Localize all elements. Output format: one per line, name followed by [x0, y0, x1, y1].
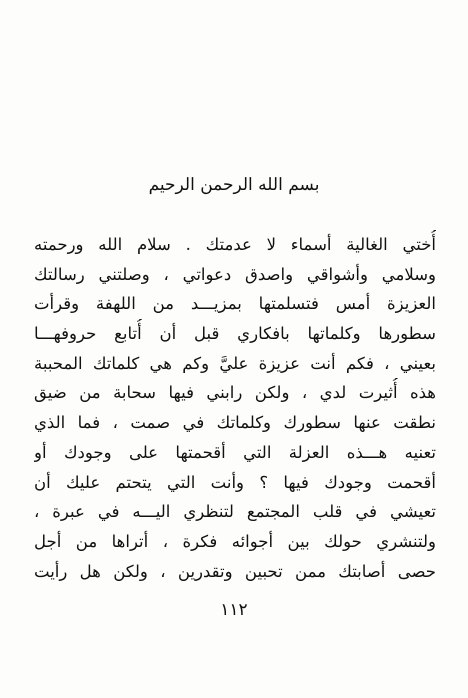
text-line: ولتنشري حولك بين أجوائه فكرة ، أتراها من أجل [34, 531, 436, 551]
text-line: وسلامي وأشواقي واصدق دعواتي ، وصلتني رسالتك [34, 264, 436, 284]
text-line: تعنيه هـــذه العزلة التي أقحمتها على وجودك أو [34, 442, 436, 462]
text-line: سطورها وكلماتها بافكاري قبل أن أُتابع حروفهـــا [34, 324, 436, 344]
text-line: أُختي الغالية أسماء لا عدمتك . سلام الله ورحمته [34, 235, 436, 254]
text-line: أقحمت وجودك فيها ؟ وأنت التي يتحتم عليك أن [34, 472, 436, 492]
text-line: تعيشي في قلب المجتمع لتنظري اليـــه في عبرة ، [34, 502, 436, 522]
text-line: هذه أُثيرت لدي ، ولكن رابني فيها سحابة من ضيق [34, 383, 436, 403]
text-line: العزيزة أمس فتسلمتها بمزيـــد من اللهفة وقرأت [34, 294, 436, 314]
basmala-heading: بسم الله الرحمن الرحيم [148, 175, 320, 195]
text-line: بعيني ، فكم أنت عزيزة عليَّ وكم هي كلماتك المحببة [34, 353, 436, 373]
letter-body [34, 230, 436, 586]
text-line: حصى أصابتك ممن تحبين وتقدرين ، ولكن هل رأيت [34, 561, 436, 581]
page-number: ١١٢ [220, 600, 248, 620]
text-line: نطقت عنها سطورك وكلماتك في صمت ، فما الذي [34, 413, 436, 433]
